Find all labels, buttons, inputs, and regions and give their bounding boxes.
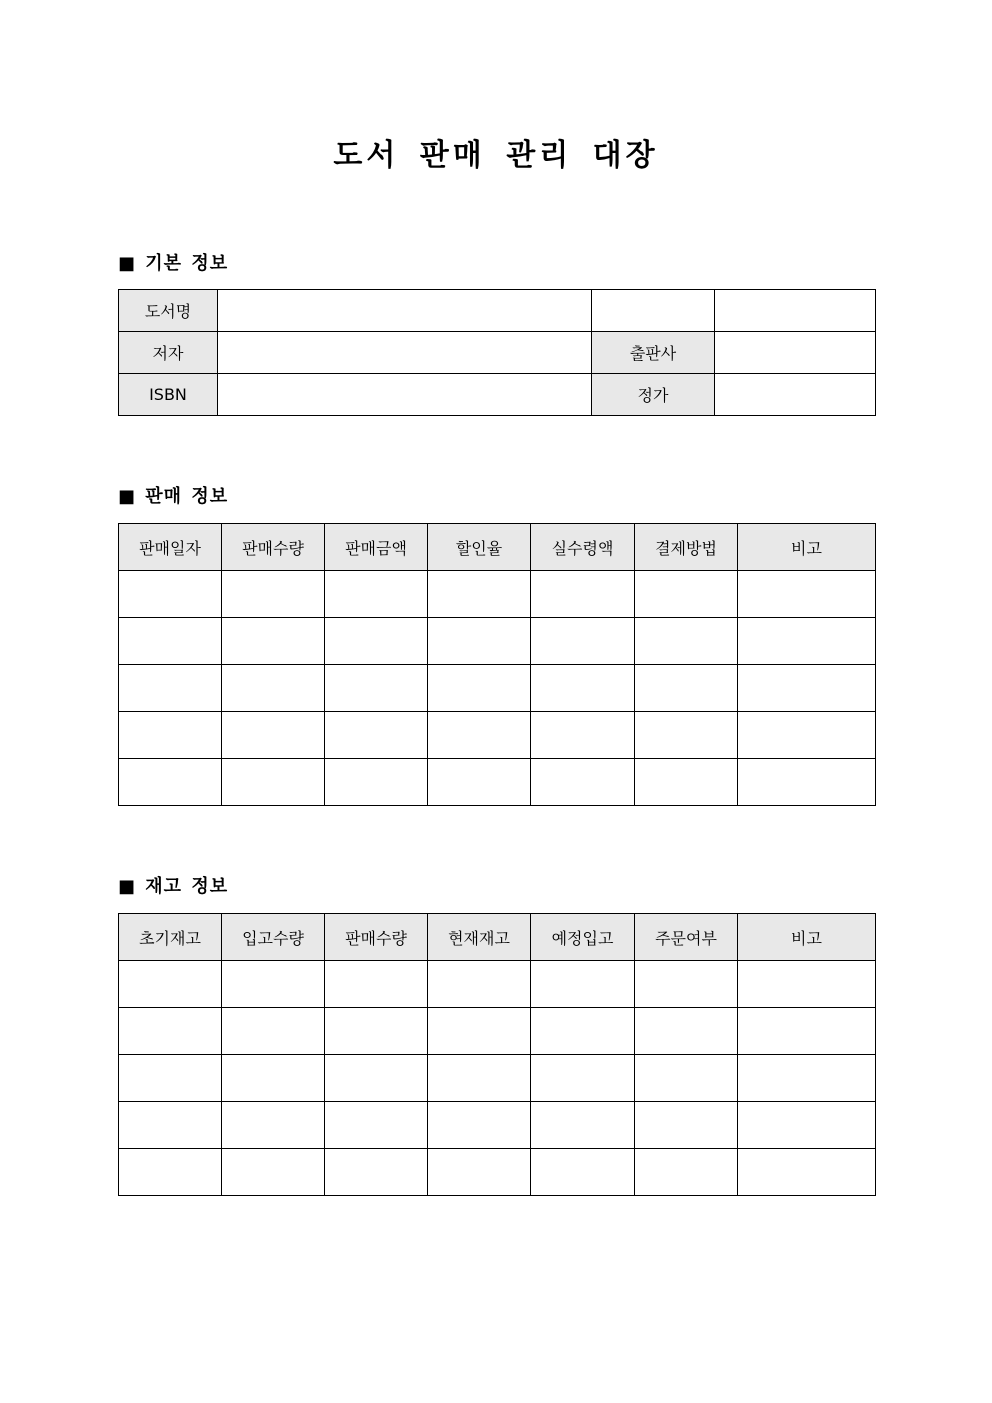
inventory-cell[interactable] [635, 1149, 738, 1196]
sales-cell[interactable] [325, 712, 428, 759]
inventory-cell[interactable] [222, 1102, 325, 1149]
sales-cell[interactable] [428, 712, 531, 759]
inventory-cell[interactable] [738, 1102, 876, 1149]
sales-cell[interactable] [222, 759, 325, 806]
sales-cell[interactable] [325, 665, 428, 712]
inventory-cell[interactable] [325, 1149, 428, 1196]
basic-label: 도서명 [119, 290, 218, 332]
sales-info-table [118, 523, 876, 806]
inventory-cell[interactable] [119, 1102, 222, 1149]
inventory-info-table [118, 913, 876, 1196]
sales-column-header: 판매일자 [119, 524, 222, 571]
sales-cell[interactable] [325, 571, 428, 618]
inventory-table-row [119, 1149, 876, 1196]
inventory-column-header: 초기재고 [119, 914, 222, 961]
sales-cell[interactable] [119, 571, 222, 618]
inventory-header-row [119, 914, 876, 961]
inventory-cell[interactable] [325, 961, 428, 1008]
inventory-cell[interactable] [428, 961, 531, 1008]
inventory-cell[interactable] [119, 961, 222, 1008]
sales-cell[interactable] [325, 618, 428, 665]
basic-info-row [119, 374, 876, 416]
inventory-column-header: 비고 [738, 914, 876, 961]
basic-value-cell[interactable] [715, 374, 876, 416]
inventory-cell[interactable] [428, 1008, 531, 1055]
sales-cell[interactable] [222, 712, 325, 759]
sales-column-header: 판매수량 [222, 524, 325, 571]
sales-table-row [119, 665, 876, 712]
sales-cell[interactable] [531, 665, 635, 712]
inventory-cell[interactable] [325, 1102, 428, 1149]
sales-cell[interactable] [531, 712, 635, 759]
sales-cell[interactable] [635, 759, 738, 806]
inventory-cell[interactable] [531, 1055, 635, 1102]
sales-cell[interactable] [738, 712, 876, 759]
inventory-cell[interactable] [738, 961, 876, 1008]
basic-label: ISBN [119, 374, 218, 416]
inventory-cell[interactable] [531, 1149, 635, 1196]
inventory-cell[interactable] [222, 1149, 325, 1196]
inventory-cell[interactable] [119, 1008, 222, 1055]
inventory-cell[interactable] [738, 1008, 876, 1055]
sales-cell[interactable] [222, 665, 325, 712]
sales-column-header: 할인율 [428, 524, 531, 571]
inventory-cell[interactable] [428, 1102, 531, 1149]
sales-table-row [119, 618, 876, 665]
inventory-cell[interactable] [738, 1055, 876, 1102]
inventory-cell[interactable] [635, 1008, 738, 1055]
basic-info-heading: ■ 기본 정보 [118, 253, 229, 274]
sales-header-row [119, 524, 876, 571]
sales-table-row [119, 712, 876, 759]
sales-cell[interactable] [119, 759, 222, 806]
sales-column-header: 실수령액 [531, 524, 635, 571]
inventory-cell[interactable] [531, 961, 635, 1008]
basic-value-cell[interactable] [592, 290, 715, 332]
document-title: 도서 판매 관리 대장 [333, 138, 659, 173]
sales-cell[interactable] [738, 618, 876, 665]
basic-label: 정가 [592, 374, 715, 416]
inventory-cell[interactable] [222, 1008, 325, 1055]
inventory-cell[interactable] [635, 1102, 738, 1149]
inventory-info-heading: ■ 재고 정보 [118, 876, 229, 897]
basic-value-cell[interactable] [218, 332, 592, 374]
inventory-column-header: 주문여부 [635, 914, 738, 961]
inventory-cell[interactable] [325, 1055, 428, 1102]
inventory-cell[interactable] [222, 1055, 325, 1102]
sales-cell[interactable] [635, 618, 738, 665]
basic-label: 저자 [119, 332, 218, 374]
inventory-table-row [119, 1102, 876, 1149]
sales-cell[interactable] [119, 665, 222, 712]
inventory-cell[interactable] [738, 1149, 876, 1196]
sales-table-row [119, 759, 876, 806]
basic-label: 출판사 [592, 332, 715, 374]
sales-column-header: 판매금액 [325, 524, 428, 571]
inventory-column-header: 현재재고 [428, 914, 531, 961]
sales-cell[interactable] [119, 618, 222, 665]
sales-cell[interactable] [738, 571, 876, 618]
basic-info-row [119, 332, 876, 374]
sales-table-row [119, 571, 876, 618]
sales-cell[interactable] [531, 618, 635, 665]
inventory-cell[interactable] [119, 1055, 222, 1102]
inventory-table-row [119, 1055, 876, 1102]
sales-cell[interactable] [531, 759, 635, 806]
sales-cell[interactable] [428, 618, 531, 665]
sales-cell[interactable] [635, 665, 738, 712]
inventory-table-row [119, 1008, 876, 1055]
sales-cell[interactable] [635, 571, 738, 618]
sales-cell[interactable] [428, 571, 531, 618]
inventory-cell[interactable] [222, 961, 325, 1008]
inventory-column-header: 입고수량 [222, 914, 325, 961]
inventory-cell[interactable] [325, 1008, 428, 1055]
inventory-cell[interactable] [428, 1149, 531, 1196]
sales-cell[interactable] [428, 665, 531, 712]
inventory-table-row [119, 961, 876, 1008]
inventory-cell[interactable] [428, 1055, 531, 1102]
sales-cell[interactable] [635, 712, 738, 759]
sales-cell[interactable] [428, 759, 531, 806]
sales-cell[interactable] [325, 759, 428, 806]
sales-cell[interactable] [738, 665, 876, 712]
sales-cell[interactable] [738, 759, 876, 806]
sales-column-header: 비고 [738, 524, 876, 571]
inventory-cell[interactable] [119, 1149, 222, 1196]
sales-cell[interactable] [119, 712, 222, 759]
inventory-column-header: 예정입고 [531, 914, 635, 961]
basic-info-table [118, 289, 876, 416]
sales-info-heading: ■ 판매 정보 [118, 486, 229, 507]
basic-value-cell[interactable] [715, 332, 876, 374]
inventory-cell[interactable] [531, 1008, 635, 1055]
inventory-cell[interactable] [635, 1055, 738, 1102]
basic-info-row [119, 290, 876, 332]
sales-cell[interactable] [222, 571, 325, 618]
sales-cell[interactable] [222, 618, 325, 665]
sales-cell[interactable] [531, 571, 635, 618]
inventory-cell[interactable] [531, 1102, 635, 1149]
inventory-column-header: 판매수량 [325, 914, 428, 961]
inventory-cell[interactable] [635, 961, 738, 1008]
basic-value-cell[interactable] [715, 290, 876, 332]
basic-value-cell[interactable] [218, 374, 592, 416]
basic-value-cell[interactable] [218, 290, 592, 332]
sales-column-header: 결제방법 [635, 524, 738, 571]
